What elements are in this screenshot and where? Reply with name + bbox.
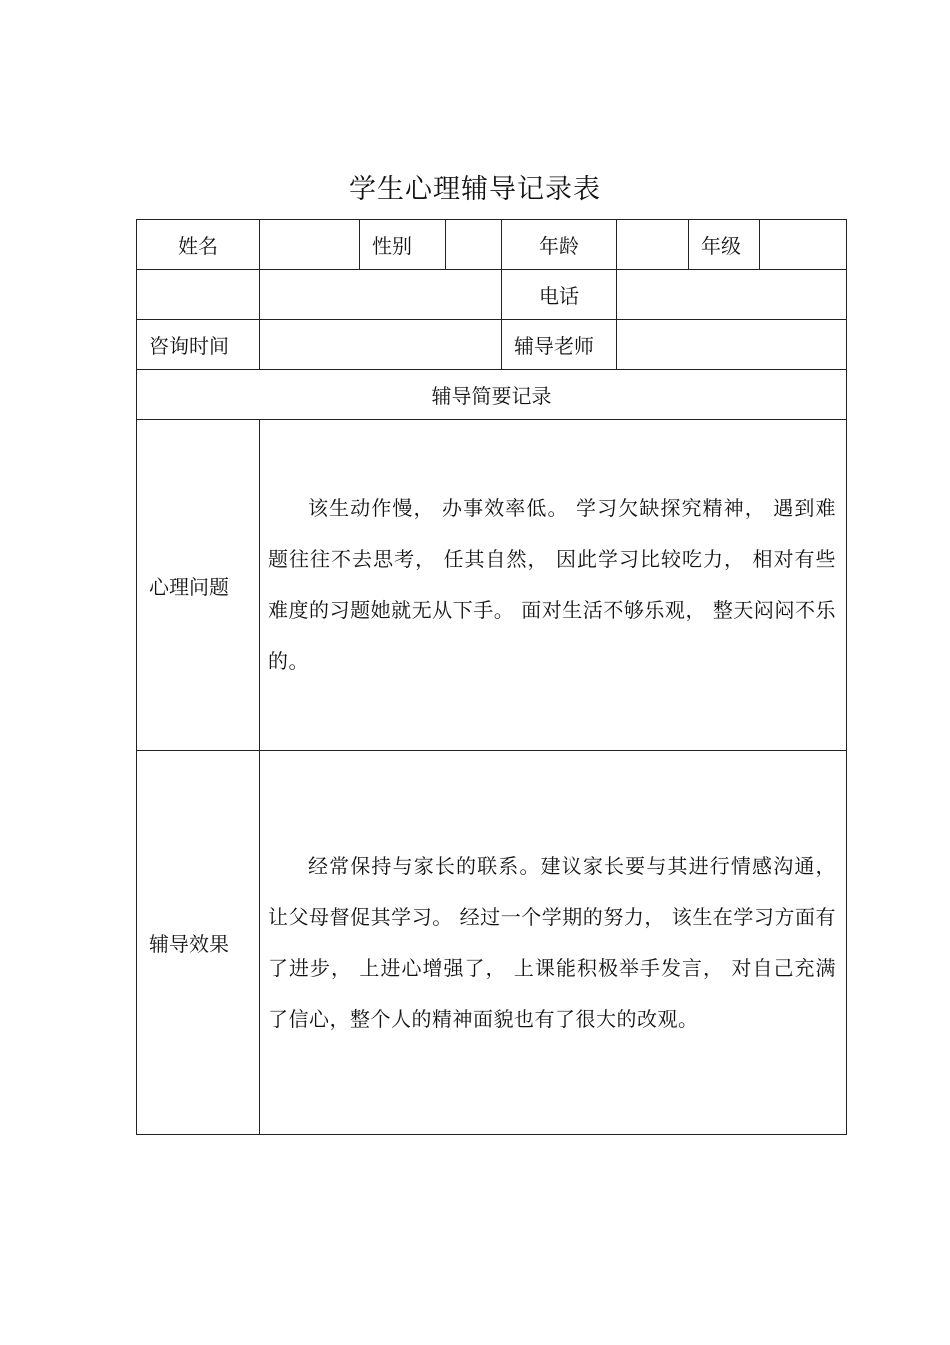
age-label: 年龄 (502, 220, 617, 270)
problem-label: 心理问题 (137, 420, 260, 751)
blank-label (137, 270, 260, 320)
page-title: 学生心理辅导记录表 (349, 174, 601, 205)
phone-field[interactable] (617, 270, 847, 320)
table-row (137, 370, 847, 420)
effect-label: 辅导效果 (137, 751, 260, 1135)
blank-field[interactable] (260, 270, 502, 320)
age-field[interactable] (617, 220, 689, 270)
section-header: 辅导简要记录 (137, 370, 847, 420)
table-row (137, 320, 847, 370)
name-label: 姓名 (137, 220, 260, 270)
teacher-label: 辅导老师 (502, 320, 617, 370)
grade-label: 年级 (689, 220, 760, 270)
table-row (137, 751, 847, 1135)
gender-field[interactable] (446, 220, 502, 270)
effect-text[interactable]: 经常保持与家长的联系。建议家长要与其进行情感沟通，让父母督促其学习。 经过一个学期的努力， 该生在学习方面有了进步， 上进心增强了， 上课能积极举手发言， 对自己充满了信心，整个人的精神面貌也有了很大的改观。 (260, 751, 847, 1135)
grade-field[interactable] (760, 220, 847, 270)
table-row (137, 420, 847, 751)
record-table (136, 219, 847, 1135)
gender-label: 性别 (360, 220, 446, 270)
name-field[interactable] (260, 220, 360, 270)
phone-label: 电话 (502, 270, 617, 320)
teacher-field[interactable] (617, 320, 847, 370)
table-row (137, 270, 847, 320)
consult-time-field[interactable] (260, 320, 502, 370)
table-row (137, 220, 847, 270)
problem-text[interactable]: 该生动作慢， 办事效率低。 学习欠缺探究精神， 遇到难题往往不去思考， 任其自然， 因此学习比较吃力， 相对有些难度的习题她就无从下手。 面对生活不够乐观， 整天闷闷不乐的。 (260, 420, 847, 751)
consult-time-label: 咨询时间 (137, 320, 260, 370)
